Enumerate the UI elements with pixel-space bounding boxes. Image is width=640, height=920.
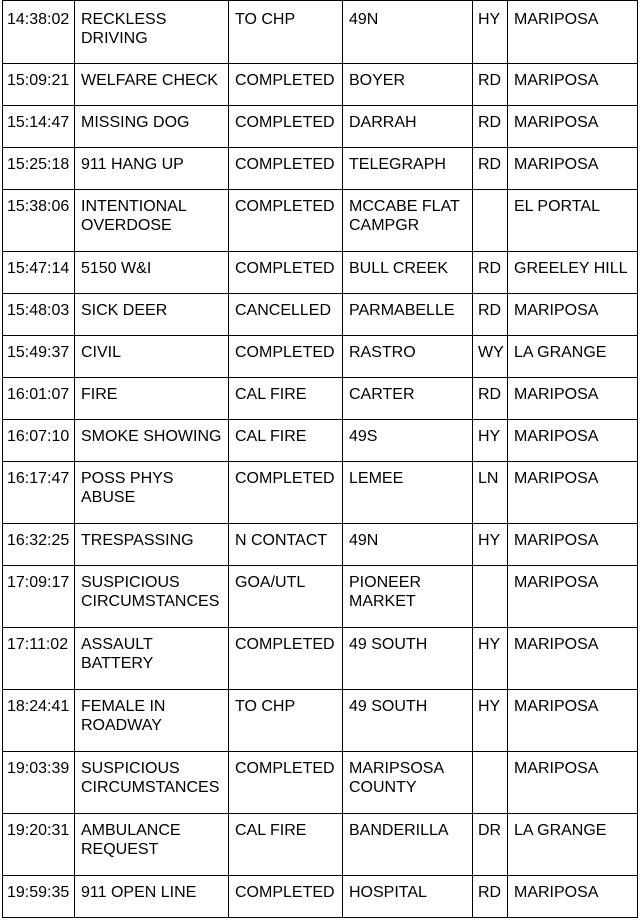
call-type-cell: 911 HANG UP <box>75 148 229 190</box>
city-cell: MARIPOSA <box>508 294 638 336</box>
street-suffix-cell: HY <box>473 420 508 462</box>
table-row <box>3 190 638 252</box>
call-type-cell: POSS PHYS ABUSE <box>75 462 229 524</box>
street-cell: HOSPITAL <box>343 876 473 918</box>
city-cell: LA GRANGE <box>508 814 638 876</box>
street-cell: PIONEER MARKET <box>343 566 473 628</box>
disposition-cell: COMPLETED <box>229 462 343 524</box>
street-cell: BANDERILLA <box>343 814 473 876</box>
street-cell: RASTRO <box>343 336 473 378</box>
call-time-cell: 15:38:06 <box>3 190 75 252</box>
call-log-table <box>2 0 638 918</box>
table-row <box>3 814 638 876</box>
call-time-cell: 16:07:10 <box>3 420 75 462</box>
street-cell: MCCABE FLAT CAMPGR <box>343 190 473 252</box>
call-time-cell: 16:17:47 <box>3 462 75 524</box>
call-type-cell: FIRE <box>75 378 229 420</box>
street-cell: LEMEE <box>343 462 473 524</box>
table-row <box>3 148 638 190</box>
street-cell: 49N <box>343 524 473 566</box>
disposition-cell: COMPLETED <box>229 106 343 148</box>
table-row <box>3 378 638 420</box>
call-type-cell: CIVIL <box>75 336 229 378</box>
call-time-cell: 17:09:17 <box>3 566 75 628</box>
disposition-cell: COMPLETED <box>229 148 343 190</box>
call-time-cell: 19:03:39 <box>3 752 75 814</box>
street-suffix-cell: RD <box>473 64 508 106</box>
call-time-cell: 18:24:41 <box>3 690 75 752</box>
city-cell: MARIPOSA <box>508 148 638 190</box>
street-suffix-cell: HY <box>473 628 508 690</box>
city-cell: LA GRANGE <box>508 336 638 378</box>
table-row <box>3 64 638 106</box>
call-type-cell: SUSPICIOUS CIRCUMSTANCES <box>75 566 229 628</box>
call-type-cell: 5150 W&I <box>75 252 229 294</box>
call-type-cell: TRESPASSING <box>75 524 229 566</box>
street-suffix-cell: RD <box>473 148 508 190</box>
city-cell: MARIPOSA <box>508 876 638 918</box>
street-cell: 49S <box>343 420 473 462</box>
table-row <box>3 336 638 378</box>
call-time-cell: 15:47:14 <box>3 252 75 294</box>
disposition-cell: COMPLETED <box>229 64 343 106</box>
disposition-cell: COMPLETED <box>229 190 343 252</box>
street-cell: 49 SOUTH <box>343 690 473 752</box>
city-cell: MARIPOSA <box>508 524 638 566</box>
city-cell: GREELEY HILL <box>508 252 638 294</box>
table-row <box>3 876 638 918</box>
disposition-cell: TO CHP <box>229 690 343 752</box>
disposition-cell: N CONTACT <box>229 524 343 566</box>
city-cell: MARIPOSA <box>508 462 638 524</box>
table-row <box>3 566 638 628</box>
table-row <box>3 252 638 294</box>
table-row <box>3 294 638 336</box>
city-cell: EL PORTAL <box>508 190 638 252</box>
call-time-cell: 15:09:21 <box>3 64 75 106</box>
call-time-cell: 15:49:37 <box>3 336 75 378</box>
city-cell: MARIPOSA <box>508 566 638 628</box>
call-time-cell: 19:59:35 <box>3 876 75 918</box>
disposition-cell: GOA/UTL <box>229 566 343 628</box>
city-cell: MARIPOSA <box>508 106 638 148</box>
disposition-cell: TO CHP <box>229 1 343 64</box>
street-suffix-cell <box>473 566 508 628</box>
street-suffix-cell: HY <box>473 690 508 752</box>
call-type-cell: ASSAULT BATTERY <box>75 628 229 690</box>
city-cell: MARIPOSA <box>508 690 638 752</box>
call-type-cell: SICK DEER <box>75 294 229 336</box>
table-row <box>3 628 638 690</box>
call-type-cell: FEMALE IN ROADWAY <box>75 690 229 752</box>
city-cell: MARIPOSA <box>508 64 638 106</box>
street-suffix-cell: RD <box>473 876 508 918</box>
city-cell: MARIPOSA <box>508 752 638 814</box>
street-suffix-cell: RD <box>473 378 508 420</box>
call-type-cell: 911 OPEN LINE <box>75 876 229 918</box>
disposition-cell: COMPLETED <box>229 876 343 918</box>
street-cell: 49 SOUTH <box>343 628 473 690</box>
city-cell: MARIPOSA <box>508 1 638 64</box>
call-time-cell: 15:14:47 <box>3 106 75 148</box>
table-row <box>3 1 638 64</box>
call-type-cell: SMOKE SHOWING <box>75 420 229 462</box>
call-time-cell: 19:20:31 <box>3 814 75 876</box>
street-suffix-cell: LN <box>473 462 508 524</box>
disposition-cell: CAL FIRE <box>229 814 343 876</box>
city-cell: MARIPOSA <box>508 628 638 690</box>
table-row <box>3 524 638 566</box>
call-type-cell: SUSPICIOUS CIRCUMSTANCES <box>75 752 229 814</box>
street-suffix-cell <box>473 190 508 252</box>
disposition-cell: COMPLETED <box>229 628 343 690</box>
table-row <box>3 690 638 752</box>
street-cell: CARTER <box>343 378 473 420</box>
street-suffix-cell: HY <box>473 1 508 64</box>
table-row <box>3 462 638 524</box>
call-log-body <box>3 1 638 918</box>
call-time-cell: 16:01:07 <box>3 378 75 420</box>
street-cell: TELEGRAPH <box>343 148 473 190</box>
street-suffix-cell: DR <box>473 814 508 876</box>
table-row <box>3 106 638 148</box>
call-time-cell: 16:32:25 <box>3 524 75 566</box>
call-time-cell: 17:11:02 <box>3 628 75 690</box>
disposition-cell: COMPLETED <box>229 752 343 814</box>
call-type-cell: AMBULANCE REQUEST <box>75 814 229 876</box>
call-time-cell: 14:38:02 <box>3 1 75 64</box>
street-suffix-cell: HY <box>473 524 508 566</box>
street-cell: BOYER <box>343 64 473 106</box>
disposition-cell: COMPLETED <box>229 252 343 294</box>
call-time-cell: 15:25:18 <box>3 148 75 190</box>
disposition-cell: COMPLETED <box>229 336 343 378</box>
disposition-cell: CAL FIRE <box>229 378 343 420</box>
call-type-cell: RECKLESS DRIVING <box>75 1 229 64</box>
call-type-cell: WELFARE CHECK <box>75 64 229 106</box>
street-cell: DARRAH <box>343 106 473 148</box>
call-type-cell: INTENTIONAL OVERDOSE <box>75 190 229 252</box>
city-cell: MARIPOSA <box>508 420 638 462</box>
street-suffix-cell <box>473 752 508 814</box>
street-cell: 49N <box>343 1 473 64</box>
table-row <box>3 420 638 462</box>
disposition-cell: CANCELLED <box>229 294 343 336</box>
street-suffix-cell: RD <box>473 252 508 294</box>
city-cell: MARIPOSA <box>508 378 638 420</box>
street-suffix-cell: RD <box>473 294 508 336</box>
call-time-cell: 15:48:03 <box>3 294 75 336</box>
table-row <box>3 752 638 814</box>
street-suffix-cell: RD <box>473 106 508 148</box>
street-suffix-cell: WY <box>473 336 508 378</box>
disposition-cell: CAL FIRE <box>229 420 343 462</box>
street-cell: BULL CREEK <box>343 252 473 294</box>
call-type-cell: MISSING DOG <box>75 106 229 148</box>
street-cell: PARMABELLE <box>343 294 473 336</box>
street-cell: MARIPSOSA COUNTY <box>343 752 473 814</box>
